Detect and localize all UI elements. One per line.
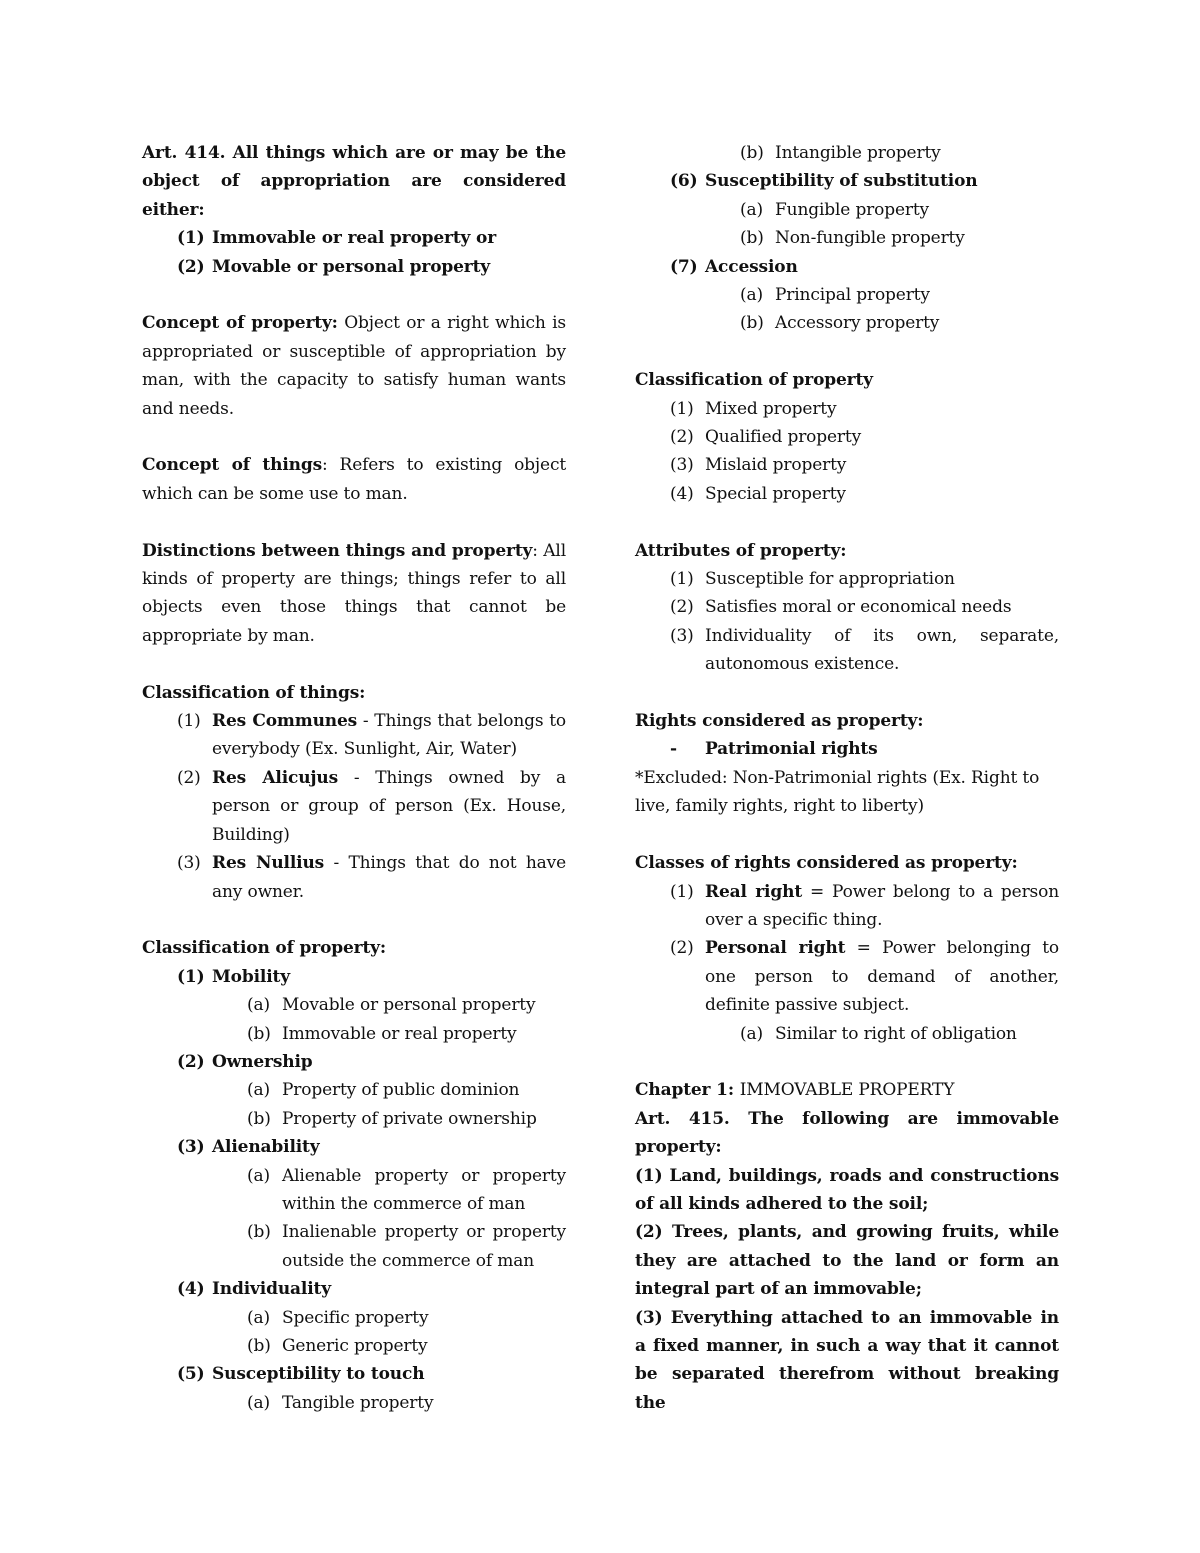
list-text bbox=[212, 764, 566, 849]
sub-list-item bbox=[635, 309, 1059, 337]
list-text: Alienable property or property within the commerce of man bbox=[282, 1165, 566, 1214]
list-text: Property of private ownership bbox=[282, 1108, 537, 1129]
list-text: Fungible property bbox=[775, 199, 929, 220]
list-item bbox=[142, 1048, 566, 1076]
list-item bbox=[635, 622, 1059, 679]
list-item bbox=[635, 565, 1059, 593]
left-column bbox=[142, 139, 566, 1417]
list-item bbox=[142, 963, 566, 991]
classes-rights-heading: Classes of rights considered as property: bbox=[635, 853, 1018, 874]
list-marker: (7) bbox=[670, 256, 698, 277]
list-marker: (4) bbox=[177, 1279, 205, 1300]
list-marker: (2) bbox=[177, 256, 205, 277]
list-marker: (b) bbox=[740, 228, 764, 249]
term: Res Communes bbox=[212, 711, 358, 732]
list-item bbox=[635, 735, 1059, 763]
list-text: Movable or personal property bbox=[282, 995, 536, 1016]
list-item bbox=[142, 253, 566, 281]
list-item bbox=[142, 849, 566, 906]
sub-list-item bbox=[635, 224, 1059, 252]
list-item bbox=[142, 1360, 566, 1388]
sub-list-item bbox=[142, 1304, 566, 1332]
list-text: Non-fungible property bbox=[775, 228, 965, 249]
list-marker: (3) bbox=[177, 853, 201, 874]
list-marker: (b) bbox=[247, 1335, 271, 1356]
list-text: Inalienable property or property outside the commerce of man bbox=[282, 1222, 566, 1271]
list-item bbox=[142, 1133, 566, 1161]
list-item bbox=[142, 764, 566, 849]
concept-property-paragraph bbox=[142, 309, 566, 423]
list-text: Immovable or real property bbox=[282, 1023, 517, 1044]
right-column bbox=[635, 139, 1059, 1417]
list-text: Susceptible for appropriation bbox=[705, 569, 955, 590]
sub-list-item bbox=[635, 196, 1059, 224]
attributes-heading: Attributes of property: bbox=[635, 540, 847, 561]
term: Real right bbox=[705, 881, 803, 902]
sub-list-item bbox=[142, 1389, 566, 1417]
list-marker: (1) bbox=[670, 398, 694, 419]
list-text: Specific property bbox=[282, 1307, 429, 1328]
list-marker: (1) bbox=[177, 711, 201, 732]
list-item bbox=[635, 593, 1059, 621]
list-marker: (5) bbox=[177, 1364, 205, 1385]
list-item bbox=[142, 707, 566, 764]
list-marker: (a) bbox=[740, 199, 763, 220]
chapter-heading bbox=[635, 1076, 1059, 1104]
art415-paragraph-1: (1) Land, buildings, roads and constructions of all kinds adhered to the soil; bbox=[635, 1165, 1059, 1214]
list-text: Similar to right of obligation bbox=[775, 1023, 1017, 1044]
list-marker: (a) bbox=[247, 1165, 270, 1186]
list-marker: (b) bbox=[247, 1023, 271, 1044]
list-marker: (3) bbox=[177, 1137, 205, 1158]
list-text bbox=[705, 878, 1059, 935]
list-marker: (1) bbox=[670, 569, 694, 590]
list-text bbox=[212, 849, 566, 906]
distinctions-label: Distinctions between things and property bbox=[142, 540, 533, 561]
list-marker: (b) bbox=[740, 143, 764, 163]
list-marker: (3) bbox=[670, 455, 694, 476]
list-item bbox=[635, 253, 1059, 281]
list-marker: (a) bbox=[740, 285, 763, 306]
list-text: Patrimonial rights bbox=[705, 739, 878, 760]
sub-list-item bbox=[635, 139, 1059, 167]
sub-list-item bbox=[142, 1020, 566, 1048]
list-text: Generic property bbox=[282, 1335, 428, 1356]
term: Personal right bbox=[705, 938, 846, 959]
list-item bbox=[635, 423, 1059, 451]
definition: - Things that do not have any owner. bbox=[212, 853, 566, 902]
chapter-title: IMMOVABLE PROPERTY bbox=[739, 1080, 955, 1101]
art414-heading: Art. 414. All things which are or may be the object of appropriation are considered either: bbox=[142, 143, 566, 220]
list-item bbox=[142, 1275, 566, 1303]
classification-things-heading: Classification of things: bbox=[142, 682, 366, 703]
list-marker: (2) bbox=[177, 1051, 205, 1072]
list-marker: (a) bbox=[247, 1080, 270, 1101]
concept-property-label: Concept of property: bbox=[142, 313, 338, 334]
list-marker: (2) bbox=[177, 767, 201, 788]
sub-list-item bbox=[142, 1162, 566, 1219]
list-marker: (a) bbox=[740, 1023, 763, 1044]
list-text: Individuality of its own, separate, autonomous existence. bbox=[705, 625, 1059, 675]
list-text: Ownership bbox=[212, 1051, 313, 1072]
list-item bbox=[635, 934, 1059, 1019]
concept-things-text: : Refers to existing object which can be some use to man. bbox=[142, 455, 566, 504]
art415-paragraph-2: (2) Trees, plants, and growing fruits, while they are attached to the land or form an integral part of an immovable; bbox=[635, 1222, 1059, 1300]
excluded-note: *Excluded: Non-Patrimonial rights (Ex. Right to live, family rights, right to liberty) bbox=[635, 767, 1040, 817]
sub-list-item bbox=[635, 1020, 1059, 1048]
list-text: Mislaid property bbox=[705, 455, 847, 476]
list-text bbox=[705, 934, 1059, 1019]
sub-list-item bbox=[142, 1332, 566, 1360]
art415-heading: Art. 415. The following are immovable property: bbox=[635, 1108, 1059, 1158]
list-marker: (b) bbox=[247, 1222, 271, 1243]
sub-list-item bbox=[142, 1076, 566, 1104]
list-text bbox=[212, 707, 566, 764]
sub-list-item bbox=[635, 281, 1059, 309]
list-marker: (6) bbox=[670, 171, 698, 192]
definition: = Power belonging to one person to demand of another, definite passive subject. bbox=[705, 938, 1059, 1016]
list-text: Alienability bbox=[212, 1137, 320, 1158]
list-text: Intangible property bbox=[775, 143, 941, 163]
list-item bbox=[635, 480, 1059, 508]
concept-things-paragraph bbox=[142, 451, 566, 508]
list-marker: (2) bbox=[670, 938, 694, 959]
rights-property-heading: Rights considered as property: bbox=[635, 711, 924, 732]
list-text: Accessory property bbox=[775, 313, 940, 334]
list-marker: (1) bbox=[670, 881, 694, 902]
list-marker: (b) bbox=[740, 313, 764, 334]
distinctions-paragraph bbox=[142, 537, 566, 651]
term: Res Alicujus bbox=[212, 767, 339, 788]
list-text: Qualified property bbox=[705, 427, 862, 448]
dash-marker: - bbox=[670, 739, 677, 760]
list-text: Movable or personal property bbox=[212, 256, 491, 277]
chapter-prefix: Chapter 1: bbox=[635, 1080, 740, 1101]
list-text: Satisfies moral or economical needs bbox=[705, 597, 1012, 618]
concept-property-text: Object or a right which is appropriated or susceptible of appropriation by man, with the capacity to satisfy human wants and needs. bbox=[142, 313, 566, 419]
list-item bbox=[635, 167, 1059, 195]
list-text: Individuality bbox=[212, 1279, 331, 1300]
distinctions-text: : All kinds of property are things; things refer to all objects even those things that cannot be appropriate by man. bbox=[142, 540, 566, 646]
list-marker: (3) bbox=[670, 625, 694, 646]
definition: - Things that belongs to everybody (Ex. Sunlight, Air, Water) bbox=[212, 711, 566, 760]
classification-property-heading-2: Classification of property bbox=[635, 370, 873, 391]
concept-things-label: Concept of things bbox=[142, 455, 322, 476]
list-item bbox=[635, 878, 1059, 935]
list-marker: (a) bbox=[247, 1307, 270, 1328]
list-item bbox=[635, 451, 1059, 479]
list-text: Immovable or real property or bbox=[212, 228, 497, 249]
sub-list-item bbox=[142, 1218, 566, 1275]
list-marker: (a) bbox=[247, 995, 270, 1016]
definition: - Things owned by a person or group of person (Ex. House, Building) bbox=[212, 767, 566, 845]
list-text: Principal property bbox=[775, 285, 930, 306]
list-marker: (2) bbox=[670, 597, 694, 618]
sub-list-item bbox=[142, 991, 566, 1019]
list-text: Mixed property bbox=[705, 398, 837, 419]
definition: = Power belong to a person over a specific thing. bbox=[705, 881, 1060, 930]
list-text: Tangible property bbox=[282, 1392, 434, 1413]
list-marker: (1) bbox=[177, 228, 205, 249]
term: Res Nullius bbox=[212, 853, 325, 874]
list-marker: (2) bbox=[670, 427, 694, 448]
list-marker: (4) bbox=[670, 483, 694, 504]
list-text: Property of public dominion bbox=[282, 1080, 520, 1101]
classification-property-heading: Classification of property: bbox=[142, 938, 387, 959]
list-marker: (b) bbox=[247, 1108, 271, 1129]
list-text: Accession bbox=[705, 256, 798, 277]
sub-list-item bbox=[142, 1105, 566, 1133]
list-marker: (a) bbox=[247, 1392, 270, 1413]
list-text: Mobility bbox=[212, 966, 290, 987]
art415-paragraph-3: (3) Everything attached to an immovable in a fixed manner, in such a way that it cannot be separated therefrom without breaking the bbox=[635, 1307, 1059, 1413]
list-item bbox=[142, 224, 566, 252]
list-text: Special property bbox=[705, 483, 846, 504]
list-item bbox=[635, 395, 1059, 423]
list-text: Susceptibility of substitution bbox=[705, 171, 978, 192]
list-marker: (1) bbox=[177, 966, 205, 987]
list-text: Susceptibility to touch bbox=[212, 1364, 425, 1385]
